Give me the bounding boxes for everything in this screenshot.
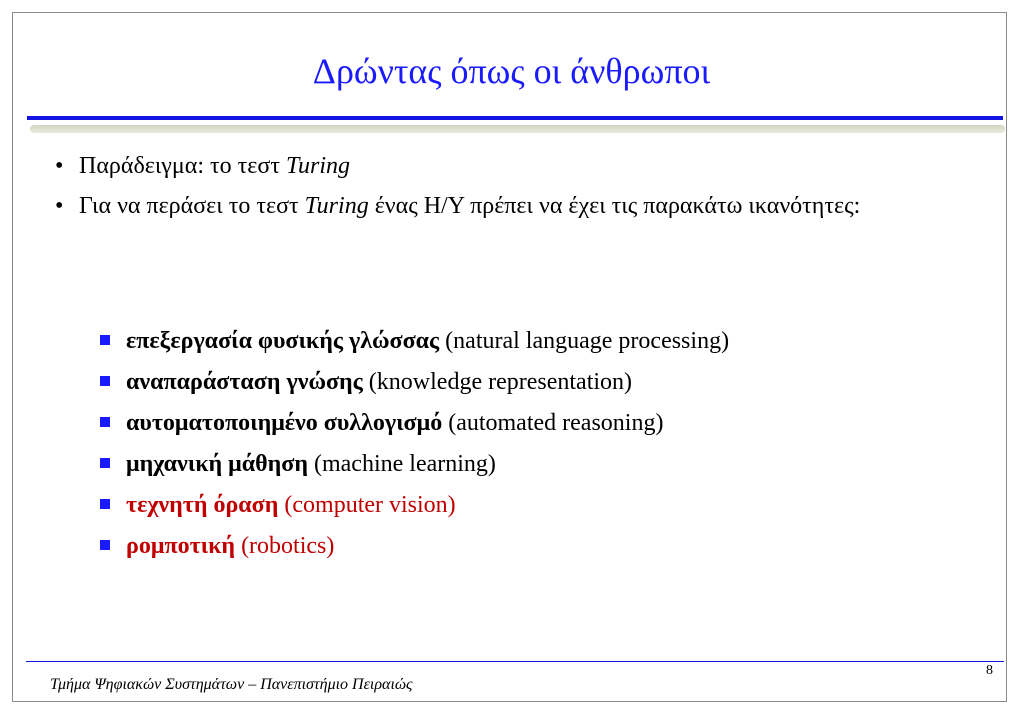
sub-bullet-item-highlighted bbox=[100, 485, 729, 526]
square-bullet-icon bbox=[100, 540, 110, 550]
bullet-item bbox=[55, 190, 975, 222]
sub-bullet-translation: (automated reasoning) bbox=[442, 410, 664, 436]
sub-bullet-term: αυτοματοποιημένο συλλογισμό bbox=[126, 410, 443, 436]
square-bullet-icon bbox=[100, 458, 110, 468]
sub-bullet-item bbox=[100, 444, 729, 485]
sub-bullet-translation: (knowledge representation) bbox=[362, 369, 633, 395]
sub-bullet-term: μηχανική μάθηση bbox=[126, 451, 308, 477]
bullet-emphasis: Turing bbox=[304, 193, 369, 219]
sub-bullet-item bbox=[100, 321, 729, 362]
bullet-dot-icon: • bbox=[55, 193, 64, 219]
slide-title: Δρώντας όπως οι άνθρωποι bbox=[312, 51, 711, 91]
sub-bullet-term: επεξεργασία φυσικής γλώσσας bbox=[126, 328, 440, 354]
sub-bullet-list bbox=[100, 321, 729, 567]
page-number: 8 bbox=[986, 663, 993, 678]
sub-bullet-item bbox=[100, 403, 729, 444]
square-bullet-icon bbox=[100, 499, 110, 509]
title-rule-shadow bbox=[30, 125, 1005, 133]
square-bullet-icon bbox=[100, 417, 110, 427]
sub-bullet-term: αναπαράσταση γνώσης bbox=[126, 369, 363, 395]
sub-bullet-translation: (machine learning) bbox=[307, 451, 496, 477]
bullet-text: Παράδειγμα: το τεστ bbox=[79, 153, 286, 179]
bullet-list bbox=[55, 150, 975, 230]
sub-bullet-translation: (natural language processing) bbox=[439, 328, 730, 354]
sub-bullet-item bbox=[100, 362, 729, 403]
bullet-text: Για να περάσει το τεστ bbox=[79, 193, 305, 219]
bullet-item bbox=[55, 150, 975, 182]
sub-bullet-term: τεχνητή όραση bbox=[126, 492, 279, 518]
sub-bullet-item-highlighted bbox=[100, 526, 729, 567]
sub-bullet-term: ρομποτική bbox=[126, 533, 236, 559]
bullet-emphasis: Turing bbox=[285, 153, 350, 179]
square-bullet-icon bbox=[100, 376, 110, 386]
title-rule bbox=[27, 116, 1003, 120]
footer-rule bbox=[26, 661, 1004, 662]
sub-bullet-translation: (computer vision) bbox=[278, 492, 456, 518]
square-bullet-icon bbox=[100, 335, 110, 345]
footer-text: Τμήμα Ψηφιακών Συστημάτων – Πανεπιστήμιο Πειραιώς bbox=[50, 676, 413, 693]
sub-bullet-translation: (robotics) bbox=[235, 533, 335, 559]
bullet-text-after: ένας Η/Υ πρέπει να έχει τις παρακάτω ικανότητες: bbox=[368, 193, 861, 219]
bullet-dot-icon: • bbox=[55, 153, 64, 179]
